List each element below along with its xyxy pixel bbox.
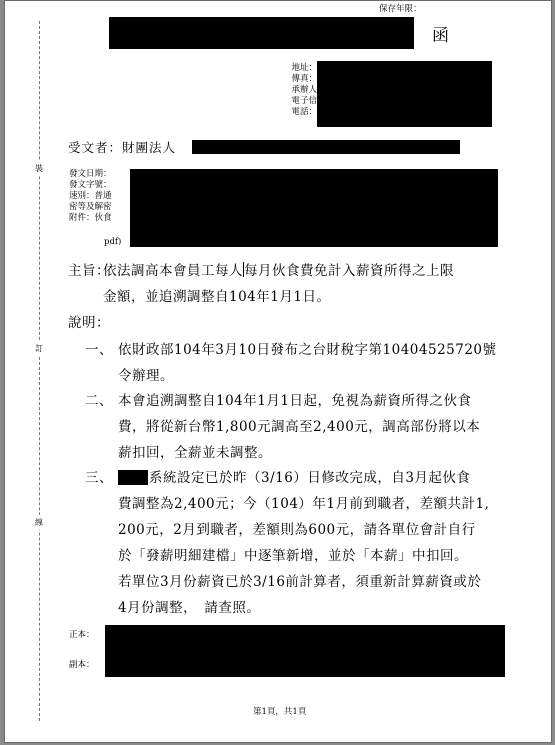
recipient-label: 受文者： xyxy=(68,140,123,155)
page-info: 第1頁，共1頁 xyxy=(253,707,307,717)
redacted-meta xyxy=(130,169,498,247)
item-1-text xyxy=(118,337,518,389)
meta-labels xyxy=(69,169,112,224)
item-3-line: 系統設定已於昨（3/16）日修改完成，自3月起伙食 xyxy=(149,470,471,486)
recipient-value: 財團法人 xyxy=(122,140,177,155)
item-3-text xyxy=(118,465,518,621)
item-3-line: 於「發薪明細建檔」中逐筆新增，並於「本薪」中扣回。 xyxy=(118,548,468,564)
label-classification: 密等及解密 xyxy=(69,202,112,212)
subject-line1a: 依法調高本會員工每人 xyxy=(103,263,243,279)
primary-label: 正本： xyxy=(69,630,95,640)
subject-line1b: 每月伙食費免計入薪資所得之上限 xyxy=(244,263,454,279)
binding-line xyxy=(39,21,40,721)
item-3-line: 200元，2月到職者，差額則為600元，請各單位會計自行 xyxy=(118,522,476,538)
redacted-contact-info xyxy=(317,61,492,127)
item-2-line: 費，將從新台幣1,800元調高至2,400元，調高部份將以本 xyxy=(118,419,481,435)
redacted-distribution xyxy=(105,625,505,677)
redacted-agency-name xyxy=(109,17,414,49)
label-email: 電子信 xyxy=(291,96,317,106)
item-2-line: 本會追溯調整自104年1月1日起，免視為薪資所得之伙食 xyxy=(118,393,472,409)
label-speed: 速別：普通 xyxy=(69,191,112,201)
item-3-line: 費調整為2,400元；今（104）年1月前到職者，差額共計1, xyxy=(118,496,490,512)
binding-char-2: 訂 xyxy=(32,341,46,356)
label-phone: 電話： xyxy=(291,107,317,117)
binding-char-1: 裝 xyxy=(32,161,46,176)
subject-line2: 金額，並追溯調整自104年1月1日。 xyxy=(103,289,331,305)
item-1-line: 依財政部104年3月10日發布之台財稅字第10404525720號 xyxy=(118,342,497,358)
retention-label: 保存年限： xyxy=(379,4,422,14)
item-1-line: 令辦理。 xyxy=(118,368,174,384)
recipient-line xyxy=(68,138,176,156)
item-3-line: 若單位3月份薪資已於3/16前計算者，須重新計算薪資或於 xyxy=(118,574,482,590)
item-3-num: 三、 xyxy=(85,470,113,486)
attachment-tail: pdf) xyxy=(104,237,122,247)
copy-label: 副本： xyxy=(69,660,95,670)
label-attachment: 附件：伙食 xyxy=(69,213,112,223)
doc-type: 函 xyxy=(432,26,449,46)
item-2-line: 薪扣回，全薪並未調整。 xyxy=(118,445,272,461)
label-fax: 傳真： xyxy=(291,74,317,84)
redacted-recipient xyxy=(192,140,460,154)
label-issue-date: 發文日期： xyxy=(69,169,112,179)
label-handler: 承辦人 xyxy=(291,85,317,95)
item-2-num: 二、 xyxy=(85,393,113,409)
item-2-text xyxy=(118,388,518,466)
item-3-line: 4月份調整， 請查照。 xyxy=(118,600,261,616)
label-issue-number: 發文字號： xyxy=(69,180,112,190)
explanation-label: 說明： xyxy=(68,315,110,331)
subject-label: 主旨： xyxy=(68,263,110,279)
contact-labels xyxy=(283,63,317,118)
subject-text xyxy=(103,258,503,310)
item-1-num: 一、 xyxy=(85,342,113,358)
binding-char-3: 線 xyxy=(32,515,46,530)
label-address: 地址： xyxy=(291,63,317,73)
document-page xyxy=(4,0,552,743)
